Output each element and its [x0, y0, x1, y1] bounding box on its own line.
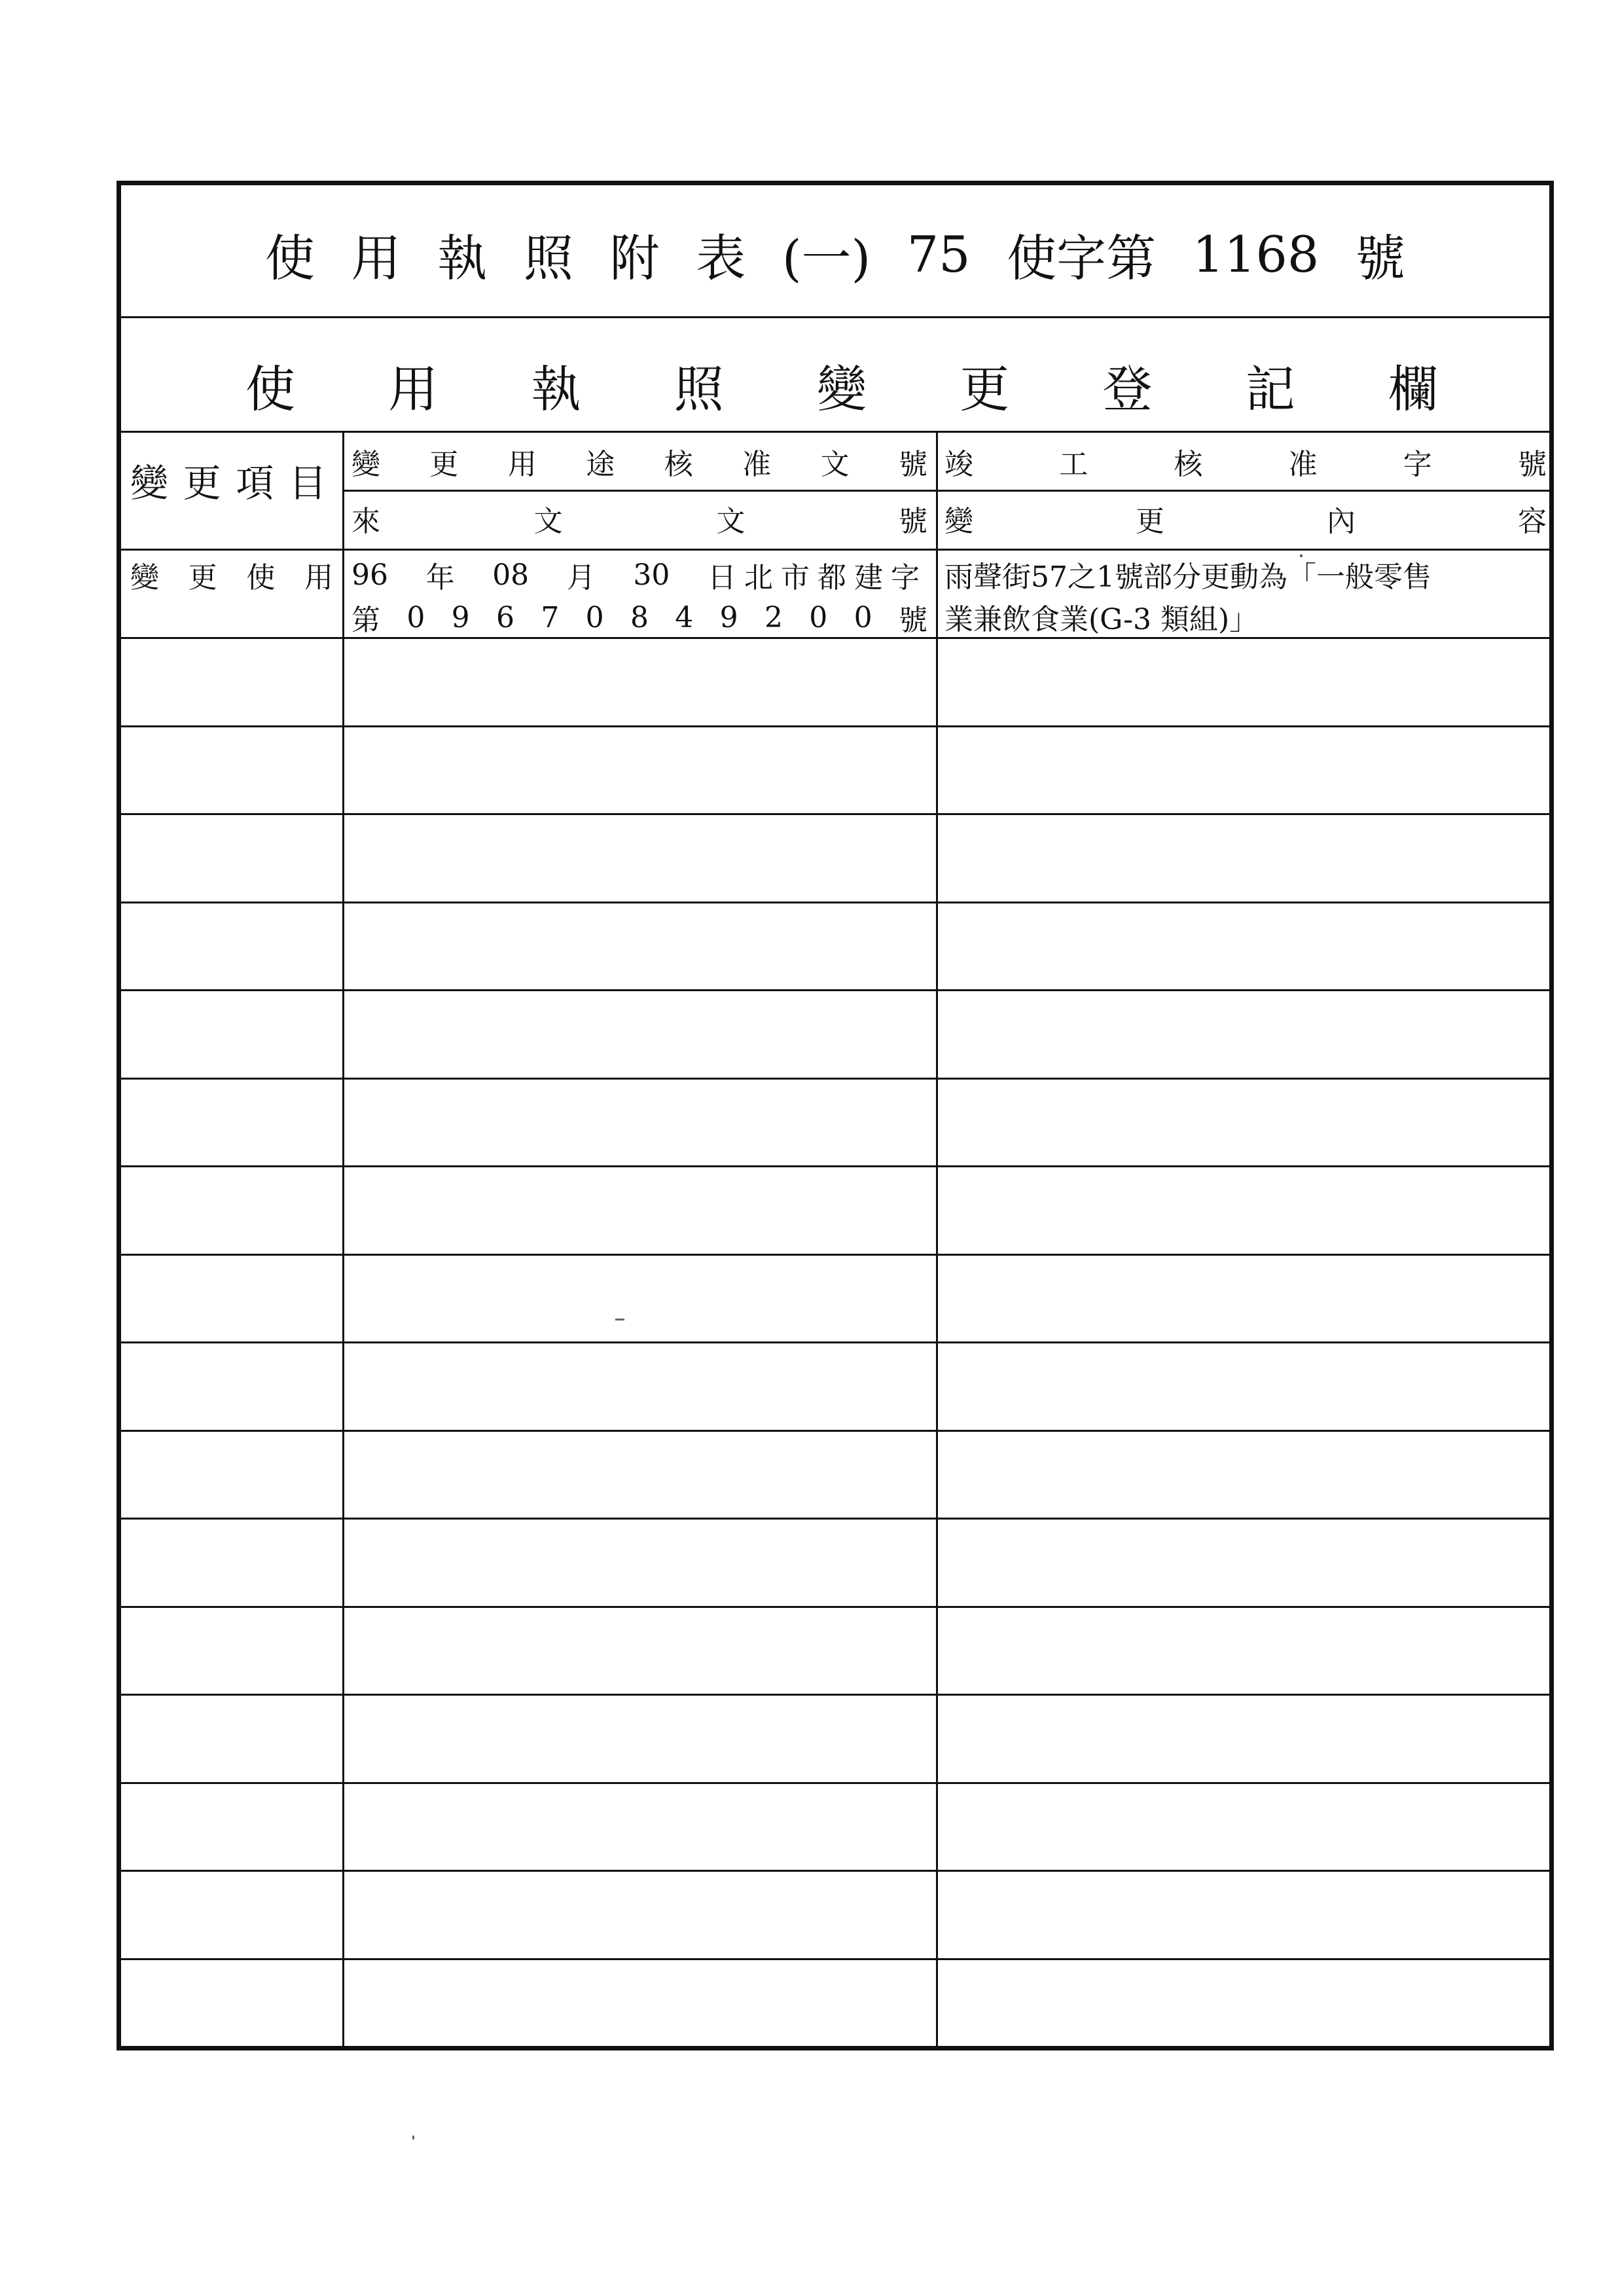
subtitle-char: 記 [1245, 359, 1295, 418]
entry-char: 使 [246, 561, 276, 594]
header-char: 文 [533, 505, 563, 538]
row-divider [121, 637, 1549, 639]
subtitle-char: 使 [245, 359, 295, 418]
header-char: 項 [236, 461, 274, 505]
header-incoming-doc-no [351, 493, 927, 544]
scan-speck [615, 1319, 624, 1321]
divider [344, 490, 1549, 492]
divider [121, 316, 1549, 318]
subtitle-char: 照 [674, 359, 724, 418]
form-title [265, 211, 1405, 297]
title-part: 執 [437, 228, 488, 287]
entry-char: 2 [764, 600, 783, 634]
header-char: 准 [1288, 448, 1318, 481]
row-divider [121, 1606, 1549, 1608]
row-divider [121, 1518, 1549, 1520]
entry-char: 9 [451, 600, 470, 634]
row-divider [121, 725, 1549, 727]
change-registration-form [117, 181, 1554, 2050]
header-change-content [944, 493, 1547, 544]
header-char: 文 [716, 505, 746, 538]
header-char: 工 [1059, 448, 1088, 481]
header-change-item [130, 441, 327, 519]
header-char: 號 [898, 448, 927, 481]
header-completion-no [944, 436, 1547, 487]
header-char: 更 [1136, 505, 1164, 538]
row-divider [121, 1782, 1549, 1784]
header-char: 號 [1517, 448, 1547, 481]
row-divider [121, 1165, 1549, 1167]
scan-speck [1300, 555, 1303, 557]
title-part: 照 [523, 228, 573, 287]
title-part: 使 [265, 228, 315, 287]
header-char: 容 [1518, 505, 1547, 538]
subtitle-char: 更 [960, 359, 1010, 418]
header-char: 竣 [944, 448, 973, 481]
header-char: 變 [351, 448, 380, 481]
row-divider [121, 1254, 1549, 1256]
header-char: 變 [944, 505, 973, 538]
column-divider [936, 431, 938, 2046]
entry-change-item [130, 553, 333, 596]
row-divider [121, 1694, 1549, 1696]
entry-char: 0 [406, 600, 425, 634]
header-char: 途 [586, 448, 615, 481]
title-part: (一) [782, 228, 871, 287]
header-char: 變 [130, 461, 169, 505]
header-char: 文 [820, 448, 850, 481]
header-char: 目 [288, 461, 327, 505]
entry-char: 0 [854, 600, 872, 634]
divider [121, 549, 1549, 551]
title-part: 表 [696, 228, 746, 287]
entry-change-content-line1: 雨聲街57之1號部分更動為「一般零售 [944, 560, 1431, 594]
header-char: 字 [1403, 448, 1432, 481]
row-divider [121, 1958, 1549, 1960]
row-divider [121, 813, 1549, 815]
title-part: 1168 [1192, 225, 1320, 283]
entry-char: 第 [351, 604, 380, 637]
title-part: 使字第 [1007, 228, 1157, 287]
entry-char: 7 [541, 600, 560, 634]
header-char: 號 [898, 505, 927, 538]
entry-char: 0 [585, 600, 604, 634]
row-divider [121, 1870, 1549, 1872]
header-char: 用 [507, 448, 537, 481]
title-part: 附 [609, 228, 660, 287]
entry-doc-no-line2 [351, 596, 927, 639]
header-char: 來 [351, 505, 380, 538]
header-char: 更 [429, 448, 459, 481]
subtitle-char: 用 [388, 359, 439, 418]
row-divider [121, 1341, 1549, 1343]
header-char: 核 [1174, 448, 1203, 481]
entry-char: 日北市都建字 [707, 561, 927, 594]
subtitle-char: 欄 [1388, 359, 1438, 418]
entry-char: 96 [351, 558, 388, 592]
header-char: 更 [183, 461, 221, 505]
title-part: 75 [907, 225, 971, 283]
entry-char: 號 [898, 604, 927, 637]
subtitle-char: 登 [1102, 359, 1153, 418]
row-divider [121, 1430, 1549, 1432]
entry-char: 0 [809, 600, 828, 634]
row-divider [121, 1078, 1549, 1080]
header-char: 內 [1327, 505, 1356, 538]
entry-char: 6 [495, 600, 514, 634]
header-char: 准 [742, 448, 772, 481]
entry-char: 08 [492, 558, 530, 592]
scan-speck [412, 2136, 414, 2140]
form-subtitle [245, 346, 1438, 424]
title-part: 號 [1355, 228, 1405, 287]
column-divider [342, 431, 344, 2046]
entry-char: 4 [675, 600, 694, 634]
entry-char: 用 [304, 561, 333, 594]
row-divider [121, 902, 1549, 903]
header-approval-doc-no [351, 436, 927, 487]
divider [121, 431, 1549, 433]
entry-change-content-line2: 業兼飲食業(G-3 類組)」 [944, 603, 1259, 636]
subtitle-char: 變 [817, 359, 867, 418]
entry-doc-no-line1 [351, 553, 927, 596]
entry-char: 8 [630, 600, 649, 634]
header-char: 核 [664, 448, 693, 481]
entry-char: 9 [719, 600, 738, 634]
row-divider [121, 989, 1549, 991]
entry-char: 30 [633, 558, 670, 592]
entry-char: 變 [130, 561, 159, 594]
title-part: 用 [351, 228, 401, 287]
entry-char: 月 [566, 561, 596, 594]
subtitle-char: 執 [531, 359, 581, 418]
entry-char: 年 [425, 561, 455, 594]
entry-char: 更 [188, 561, 217, 594]
